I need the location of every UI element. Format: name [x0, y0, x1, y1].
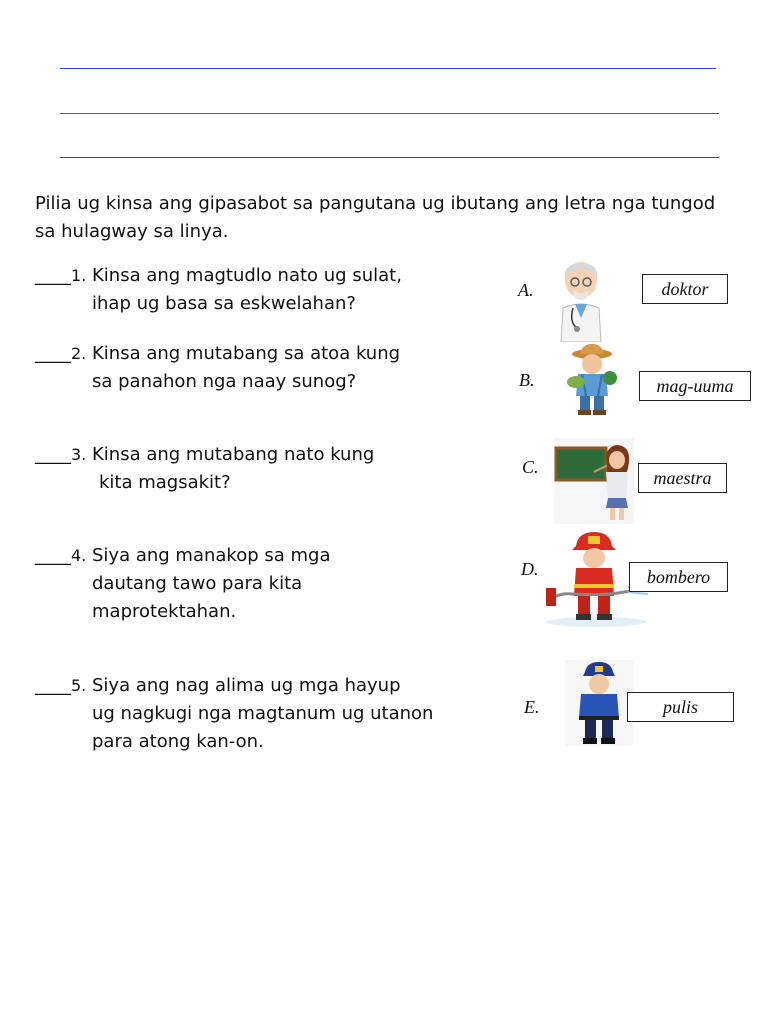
question-5: ____5. Siya ang nag alima ug mga hayup ug nagkugi nga magtanum ug utanon para atong kan-on.	[35, 675, 434, 752]
answer-blank[interactable]: ____	[35, 444, 71, 465]
name-line-top	[60, 68, 716, 69]
doctor-icon	[551, 258, 611, 342]
answer-blank[interactable]: ____	[35, 343, 71, 364]
instructions-text: Pilia ug kinsa ang gipasabot sa pangutana ug ibutang ang letra nga tungod sa hulagway sa linya.	[35, 193, 716, 242]
word-box-bombero: bombero	[629, 562, 728, 592]
question-2: ____2. Kinsa ang mutabang sa atoa kung sa panahon nga naay sunog?	[35, 343, 401, 392]
question-1: ____1. Kinsa ang magtudlo nato ug sulat, ihap ug basa sa eskwelahan?	[35, 265, 402, 314]
answer-blank[interactable]: ____	[35, 545, 71, 566]
choice-letter-c: C.	[522, 457, 539, 477]
choice-letter-a: A.	[518, 280, 534, 300]
word-box-doktor: doktor	[642, 274, 728, 304]
choice-letter-e: E.	[524, 697, 540, 717]
police-icon	[565, 660, 633, 746]
teacher-icon	[554, 438, 634, 524]
answer-blank[interactable]: ____	[35, 675, 71, 696]
word-box-maestra: maestra	[638, 463, 727, 493]
question-3: ____3. Kinsa ang mutabang nato kung kita magsakit?	[35, 444, 375, 493]
question-4: ____4. Siya ang manakop sa mga dautang tawo para kita maprotektahan.	[35, 545, 331, 622]
choice-letter-b: B.	[519, 370, 535, 390]
word-box-pulis: pulis	[627, 692, 734, 722]
word-box-mag-uuma: mag-uuma	[639, 371, 751, 401]
answer-blank[interactable]: ____	[35, 265, 71, 286]
name-line-bottom	[60, 157, 719, 158]
name-line-middle	[60, 113, 719, 114]
choice-letter-d: D.	[521, 559, 539, 579]
farmer-icon	[562, 344, 624, 416]
